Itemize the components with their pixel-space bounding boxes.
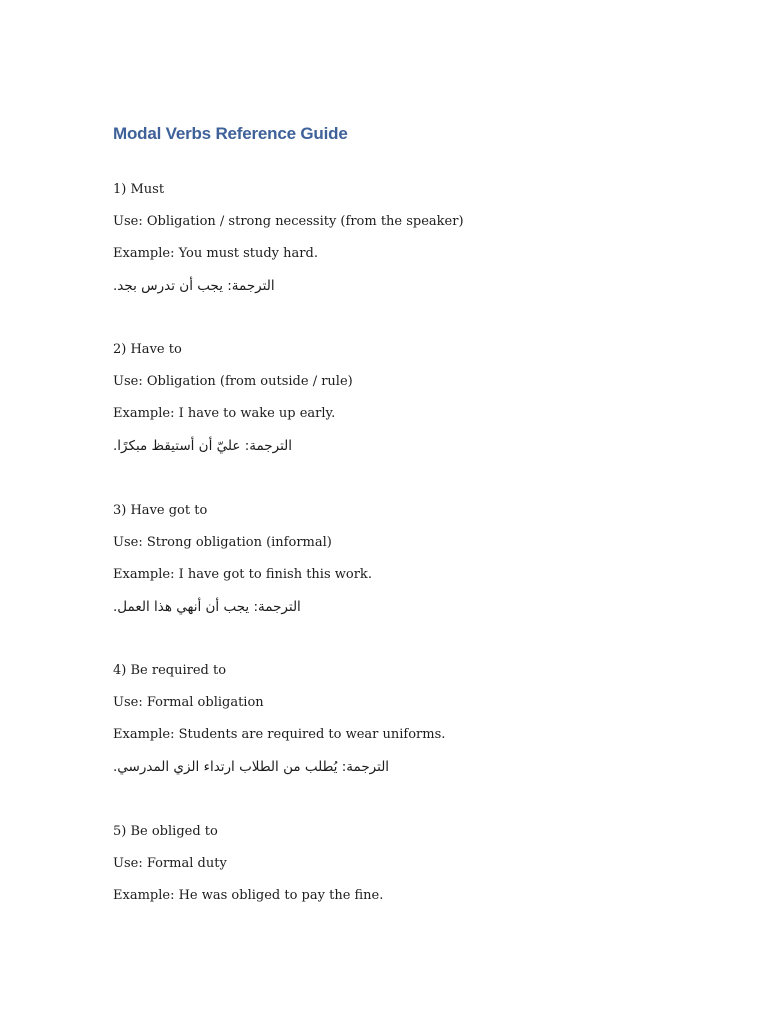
section-heading: 5) Be obliged to: [113, 824, 218, 839]
section-use: Use: Obligation (from outside / rule): [113, 374, 353, 389]
document-title: Modal Verbs Reference Guide: [113, 124, 348, 143]
section-example: Example: I have got to finish this work.: [113, 567, 372, 582]
section-use: Use: Obligation / strong necessity (from the speaker): [113, 214, 464, 229]
section-heading: 2) Have to: [113, 342, 182, 357]
section-translation: الترجمة: يجب أن تدرس بجد.: [113, 278, 275, 294]
section-example: Example: I have to wake up early.: [113, 406, 336, 421]
section-use: Use: Strong obligation (informal): [113, 535, 332, 550]
section-use: Use: Formal obligation: [113, 695, 264, 710]
section-translation: الترجمة: عليّ أن أستيقظ مبكرًا.: [113, 438, 293, 454]
section-use: Use: Formal duty: [113, 856, 227, 871]
section-heading: 4) Be required to: [113, 663, 227, 678]
section-example: Example: You must study hard.: [113, 246, 318, 261]
section-translation: الترجمة: يجب أن أنهي هذا العمل.: [113, 599, 301, 615]
section-heading: 1) Must: [113, 182, 165, 197]
section-heading: 3) Have got to: [113, 503, 208, 518]
section-example: Example: Students are required to wear uniforms.: [113, 727, 446, 742]
section-example: Example: He was obliged to pay the fine.: [113, 888, 384, 903]
section-translation: الترجمة: يُطلب من الطلاب ارتداء الزي المدرسي.: [113, 759, 390, 775]
